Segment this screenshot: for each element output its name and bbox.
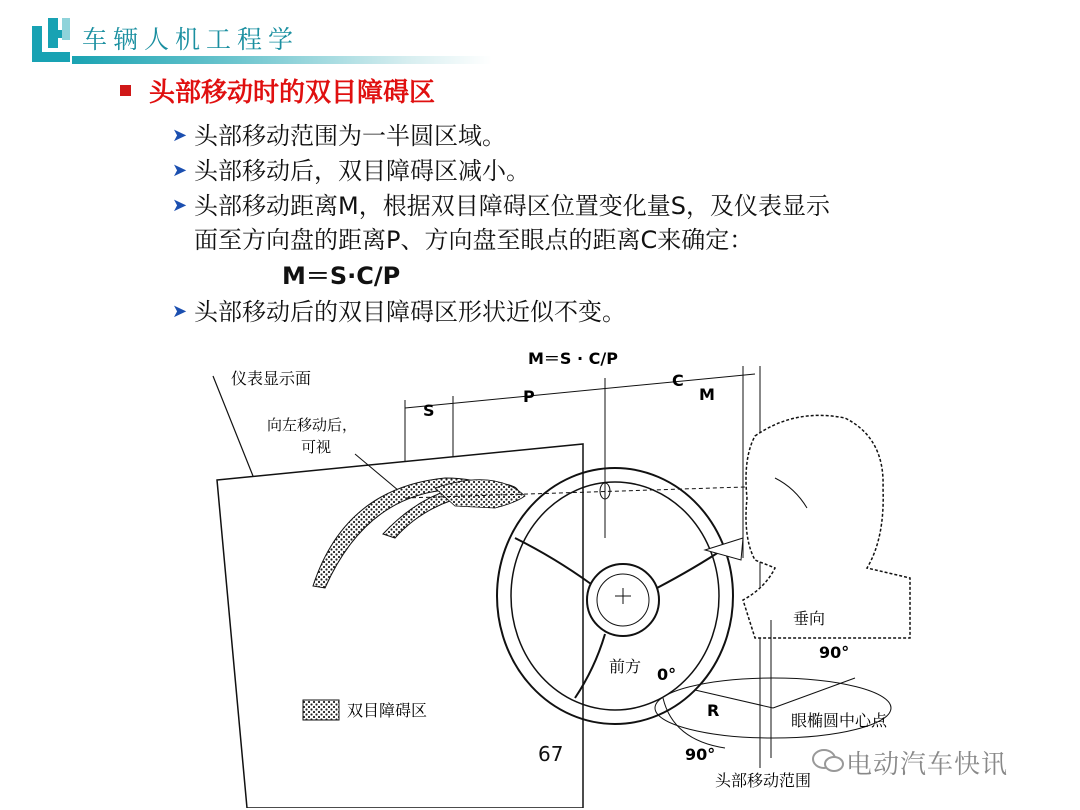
formula: M＝S·C/P xyxy=(282,262,401,290)
watermark: 电动汽车快讯 xyxy=(846,750,1009,780)
page-number: 67 xyxy=(538,742,564,766)
course-title: 车辆人机工程学 xyxy=(82,25,300,54)
point-1: ➤ 头部移动范围为一半圆区域。 xyxy=(172,122,506,150)
angle-90-bottom-label: 90° xyxy=(685,745,716,764)
legend-label: 双目障碍区 xyxy=(347,701,428,720)
point-4: ➤ 头部移动后的双目障碍区形状近似不变。 xyxy=(172,298,626,326)
point-2: ➤ 头部移动后，双目障碍区减小。 xyxy=(172,157,530,185)
figure-formula-label: M＝S · C/P xyxy=(528,349,618,368)
chat-bubble-icon xyxy=(812,748,844,774)
arrow-bullet-icon: ➤ xyxy=(172,124,188,146)
legend-swatch xyxy=(303,700,339,720)
panel-label: 仪表显示面 xyxy=(231,369,312,388)
arrow-bullet-icon: ➤ xyxy=(172,194,188,216)
dim-p-label: P xyxy=(523,387,535,406)
dim-m-label: M xyxy=(699,385,715,404)
point-3-cont: 面至方向盘的距离P、方向盘至眼点的距离C来确定： xyxy=(194,226,754,254)
vertical-label: 垂向 xyxy=(793,609,826,628)
center-label: 眼椭圆中心点 xyxy=(791,711,888,730)
left-visible-label-2: 可视 xyxy=(301,438,332,456)
head-movement-diagram xyxy=(195,338,925,808)
point-3: ➤ 头部移动距离M，根据双目障碍区位置变化量S，及仪表显示 xyxy=(172,192,830,220)
dim-s-label: S xyxy=(423,401,435,420)
angle-90-top-label: 90° xyxy=(819,643,850,662)
arrow-bullet-icon: ➤ xyxy=(172,159,188,181)
radius-label: R xyxy=(707,701,720,720)
angle-0-label: 0° xyxy=(657,665,677,684)
range-label: 头部移动范围 xyxy=(715,771,812,790)
arrow-bullet-icon: ➤ xyxy=(172,300,188,322)
header-divider xyxy=(72,56,492,64)
front-label: 前方 xyxy=(609,657,642,676)
slide-heading: 头部移动时的双目障碍区 xyxy=(120,72,435,109)
logo-icon xyxy=(32,18,72,62)
dim-c-label: C xyxy=(672,371,684,390)
bullet-square-icon xyxy=(120,85,131,96)
left-visible-label-1: 向左移动后， xyxy=(267,416,358,434)
